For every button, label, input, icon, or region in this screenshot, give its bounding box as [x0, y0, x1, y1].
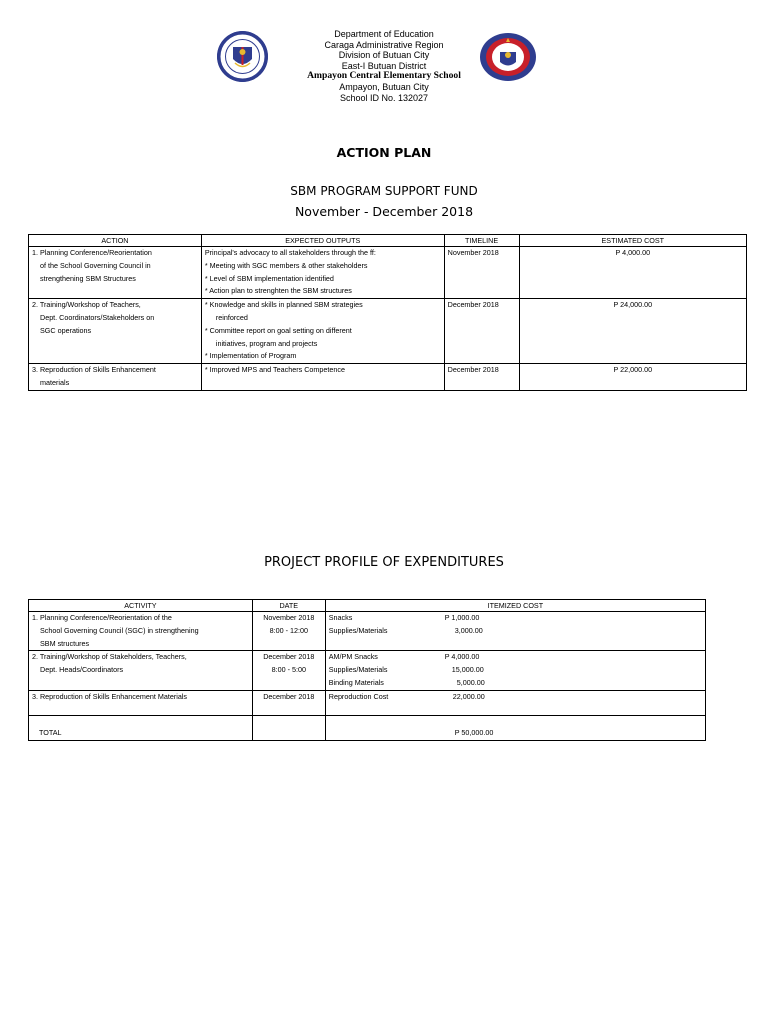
timeline-cell: December 2018	[444, 364, 519, 391]
cost-cell: P 22,000.00	[519, 364, 746, 391]
school-id: School ID No. 132027	[339, 92, 429, 103]
header-line: Department of Education	[334, 29, 434, 39]
cell-line: * Level of SBM implementation identified	[204, 273, 334, 283]
table-row	[29, 247, 747, 299]
cost-cell: P 24,000.00	[519, 299, 746, 364]
col-header: TIMELINE	[444, 235, 519, 247]
cell-line: SBM structures	[40, 638, 90, 648]
date-cell	[252, 612, 325, 651]
header-line: Division of Butuan City	[338, 50, 430, 61]
cost-item-label: Reproduction Cost	[328, 691, 389, 701]
project-profile-table	[28, 599, 706, 741]
cell-line: * Meeting with SGC members & other stakeholders	[204, 260, 368, 270]
cell-line: Principal's advocacy to all stakeholders through the ff:	[204, 248, 376, 257]
col-header: EXPECTED OUTPUTS	[201, 235, 444, 247]
cost-item-label: Supplies/Materials	[328, 665, 388, 675]
total-label: TOTAL	[29, 715, 253, 740]
cell-line: Dept. Coordinators/Stakeholders on	[40, 312, 155, 322]
letterhead	[0, 29, 768, 103]
col-header: ESTIMATED COST	[519, 235, 746, 247]
cell-line: November 2018	[263, 613, 315, 622]
cell-line: December 2018	[263, 691, 315, 701]
table-row	[29, 612, 706, 651]
cost-item	[329, 664, 702, 677]
cost-item-label: Supplies/Materials	[328, 625, 388, 635]
cell-line: * Implementation of Program	[204, 351, 297, 361]
cost-item-label: AM/PM Snacks	[328, 652, 378, 662]
cell-line: initiatives, program and projects	[215, 338, 318, 348]
date-cell	[252, 651, 325, 690]
col-header: ACTION	[29, 235, 202, 247]
cost-item-value: 15,000.00	[451, 665, 484, 675]
cost-item-value: 22,000.00	[452, 691, 485, 701]
header-line: Caraga Administrative Region	[324, 39, 444, 50]
action-cell	[29, 364, 202, 391]
cell-line: strengthening SBM Structures	[40, 273, 136, 283]
cost-item	[329, 625, 702, 638]
cell-line: 2. Training/Workshop of Teachers,	[32, 300, 141, 310]
cell-line: reinforced	[215, 312, 248, 322]
activity-cell	[29, 651, 253, 690]
title-action-plan: ACTION PLAN	[336, 145, 432, 160]
outputs-cell	[201, 247, 444, 299]
cost-item	[329, 651, 702, 664]
cell-line: 8:00 - 5:00	[271, 665, 306, 675]
cost-item-label: Binding Materials	[328, 677, 384, 687]
cell-line: * Committee report on goal setting on different	[204, 325, 352, 335]
cell-line: 2. Training/Workshop of Stakeholders, Teachers,	[32, 652, 187, 662]
cell-line: materials	[40, 377, 70, 387]
itemized-cost-cell	[325, 612, 705, 651]
date-cell	[252, 690, 325, 715]
title-fund: SBM PROGRAM SUPPORT FUND	[290, 184, 478, 198]
timeline-cell: November 2018	[444, 247, 519, 299]
table-row	[29, 364, 747, 391]
empty-cell	[252, 715, 325, 740]
cell-line: 3. Reproduction of Skills Enhancement Materials	[32, 691, 188, 701]
cost-item	[329, 677, 702, 690]
school-address: Ampayon, Butuan City	[339, 81, 429, 92]
cost-item	[329, 612, 702, 625]
activity-cell	[29, 612, 253, 651]
cell-line: Dept. Heads/Coordinators	[40, 665, 124, 675]
cost-item-label: Snacks	[328, 613, 353, 622]
cell-line: 1. Planning Conference/Reorientation	[32, 248, 152, 257]
title-project-profile: PROJECT PROFILE OF EXPENDITURES	[264, 555, 504, 570]
outputs-cell	[201, 364, 444, 391]
cell-line: * Improved MPS and Teachers Competence	[204, 365, 345, 375]
cell-line: December 2018	[263, 652, 315, 662]
total-row	[29, 715, 706, 740]
cell-line: School Governing Council (SGC) in strengthening	[40, 625, 199, 635]
itemized-cost-cell	[325, 651, 705, 690]
cost-item-value: P 4,000.00	[444, 652, 480, 662]
cell-line: 1. Planning Conference/Reorientation of the	[32, 613, 172, 622]
outputs-cell	[201, 299, 444, 364]
cell-line: 3. Reproduction of Skills Enhancement	[32, 365, 156, 375]
cell-line: of the School Governing Council in	[40, 260, 151, 270]
cell-line: * Action plan to strenghten the SBM structures	[204, 286, 352, 296]
table-header-row	[29, 235, 747, 247]
timeline-cell: December 2018	[444, 299, 519, 364]
cost-item-value: 5,000.00	[456, 677, 485, 687]
table-row	[29, 690, 706, 715]
total-value: P 50,000.00	[325, 715, 705, 740]
title-period: November - December 2018	[294, 204, 474, 219]
cell-line: 8:00 - 12:00	[269, 625, 308, 635]
action-cell	[29, 247, 202, 299]
cost-item-value: 3,000.00	[454, 625, 483, 635]
col-header: ACTIVITY	[29, 600, 253, 612]
itemized-cost-cell	[325, 690, 705, 715]
table-row	[29, 651, 706, 690]
header-line: East-I Butuan District	[341, 60, 427, 71]
activity-cell	[29, 690, 253, 715]
action-plan-table	[28, 234, 747, 391]
table-row	[29, 299, 747, 364]
cost-item-value: P 1,000.00	[444, 613, 480, 622]
cost-item	[329, 691, 702, 704]
action-cell	[29, 299, 202, 364]
cost-cell: P 4,000.00	[519, 247, 746, 299]
col-header: ITEMIZED COST	[325, 600, 705, 612]
col-header: DATE	[252, 600, 325, 612]
school-name: Ampayon Central Elementary School	[307, 70, 461, 82]
cell-line: * Knowledge and skills in planned SBM strategies	[204, 300, 363, 310]
table-header-row	[29, 600, 706, 612]
cell-line: SGC operations	[40, 325, 92, 335]
